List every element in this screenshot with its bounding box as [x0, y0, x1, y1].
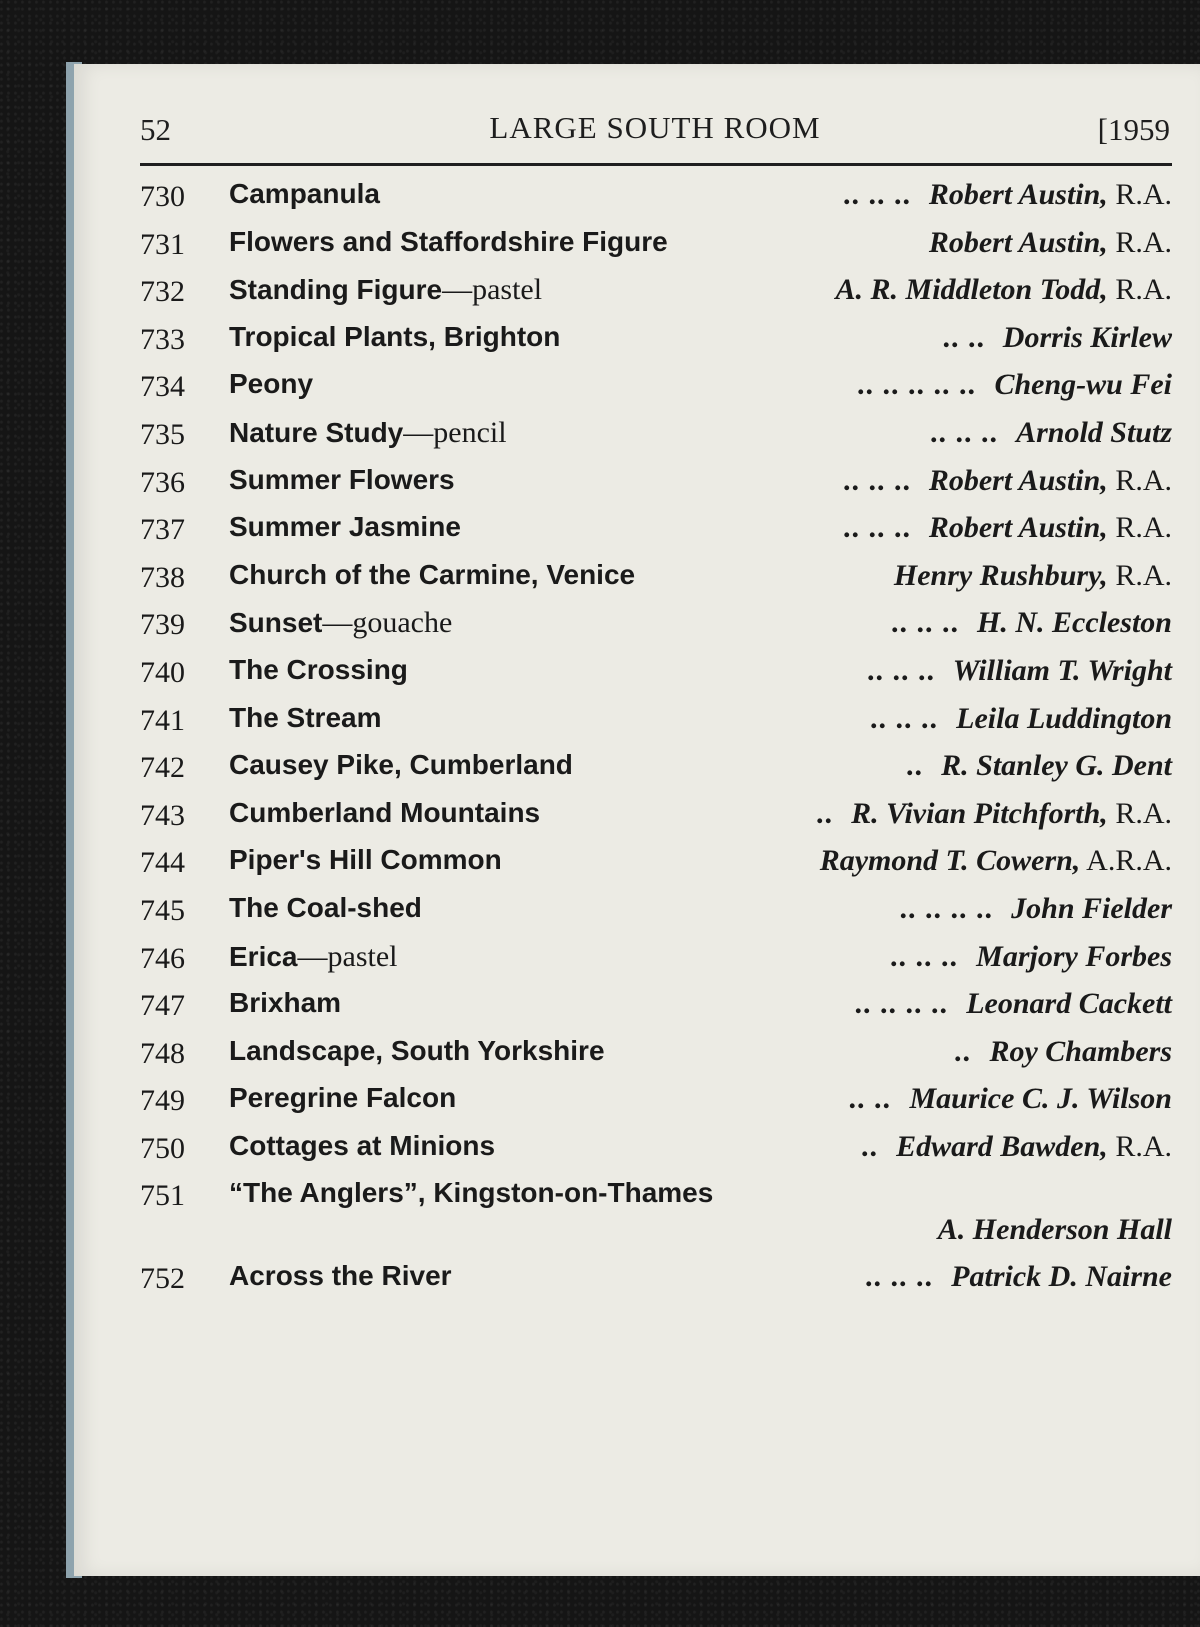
work-title: Erica—pastel	[229, 939, 398, 973]
artist-name: Robert Austin,	[928, 225, 1108, 259]
artist-name: Dorris Kirlew	[1002, 320, 1172, 354]
artist	[909, 1082, 1172, 1116]
work-title: Cumberland Mountains	[229, 796, 541, 828]
dot-leaders: .. .. ..	[867, 653, 935, 687]
artist	[976, 940, 1172, 974]
work-title: Causey Pike, Cumberland	[229, 749, 573, 781]
dot-leaders: .. .. ..	[930, 415, 998, 449]
artist-name: Raymond T. Cowern,	[819, 844, 1081, 878]
artist	[989, 1035, 1172, 1069]
dot-leaders: .. .. ..	[890, 939, 958, 973]
catalogue-entry	[140, 981, 1172, 1029]
artist-honour: R.A.	[1107, 511, 1172, 545]
work-title: Summer Jasmine	[229, 511, 461, 543]
artist	[929, 178, 1172, 212]
work-medium: —pastel	[442, 273, 543, 307]
artist	[953, 654, 1172, 688]
catalogue-number: 732	[140, 275, 185, 309]
catalogue-entries	[140, 172, 1172, 1302]
year: [1959	[1097, 112, 1170, 147]
catalogue-number: 731	[140, 227, 185, 261]
catalogue-entry	[140, 1254, 1172, 1302]
catalogue-entry	[140, 696, 1172, 744]
dot-leaders: .. ..	[848, 1082, 891, 1116]
catalogue-entry	[140, 1076, 1172, 1124]
catalogue-number: 749	[140, 1084, 185, 1118]
work-title: “The Anglers”, Kingston-on-Thames	[229, 1177, 714, 1209]
catalogue-entry	[140, 838, 1172, 886]
catalogue-entry	[140, 934, 1172, 982]
work-title: Campanula	[229, 178, 380, 209]
dot-leaders: ..	[954, 1034, 971, 1068]
catalogue-entry	[140, 267, 1172, 315]
artist-honour: R.A.	[1107, 463, 1172, 497]
work-title: Standing Figure—pastel	[229, 273, 543, 307]
catalogue-number: 741	[140, 703, 185, 737]
artist-name: Robert Austin,	[928, 511, 1108, 545]
dot-leaders: .. .. ..	[843, 463, 911, 497]
artist-name: Arnold Stutz	[1016, 415, 1172, 449]
work-title: Nature Study—pencil	[229, 415, 507, 449]
catalogue-entry	[140, 458, 1172, 506]
artist-name: Maurice C. J. Wilson	[909, 1082, 1172, 1116]
catalogue-entry	[140, 886, 1172, 934]
artist	[929, 464, 1172, 498]
artist-name: John Fielder	[1011, 891, 1172, 925]
artist	[1016, 416, 1172, 450]
work-title: Flowers and Staffordshire Figure	[229, 225, 668, 257]
work-title: Peregrine Falcon	[229, 1082, 457, 1114]
artist-name: Robert Austin,	[928, 178, 1108, 211]
artist-name: Edward Bawden,	[896, 1129, 1108, 1163]
work-title: Peony	[229, 368, 314, 400]
dot-leaders: .. .. ..	[843, 511, 911, 545]
work-title: Cottages at Minions	[229, 1129, 496, 1161]
catalogue-entry	[140, 505, 1172, 553]
catalogue-number: 736	[140, 465, 185, 499]
catalogue-number: 746	[140, 941, 185, 975]
artist-name: H. N. Eccleston	[977, 606, 1172, 640]
work-title: Summer Flowers	[229, 463, 455, 495]
catalogue-number: 737	[140, 513, 185, 547]
artist	[836, 273, 1172, 307]
work-medium: —pencil	[403, 415, 507, 449]
work-title: Landscape, South Yorkshire	[229, 1034, 605, 1066]
catalogue-entry	[140, 315, 1172, 363]
artist-name: Cheng-wu Fei	[994, 368, 1172, 402]
catalogue-number: 742	[140, 751, 185, 785]
work-title: Across the River	[229, 1260, 452, 1292]
artist-honour: R.A.	[1107, 273, 1172, 307]
artist-name: R. Vivian Pitchforth,	[851, 796, 1108, 830]
catalogue-number: 744	[140, 846, 185, 880]
work-title: Piper's Hill Common	[229, 844, 502, 876]
work-title: Brixham	[229, 987, 342, 1019]
work-title: The Crossing	[229, 653, 408, 685]
artist-honour: R.A.	[1107, 796, 1172, 830]
dot-leaders: .. ..	[942, 320, 985, 354]
work-title: Tropical Plants, Brighton	[229, 320, 561, 352]
catalogue-number: 750	[140, 1131, 185, 1165]
artist-name: R. Stanley G. Dent	[941, 749, 1172, 783]
page-header	[140, 112, 1170, 152]
catalogue-entry	[140, 1029, 1172, 1077]
catalogue-number: 743	[140, 798, 185, 832]
catalogue-number: 751	[140, 1179, 185, 1213]
artist-name: A. Henderson Hall	[937, 1213, 1172, 1247]
artist-name: Roy Chambers	[989, 1034, 1172, 1068]
artist	[938, 1213, 1172, 1247]
artist-honour: R.A.	[1107, 178, 1172, 211]
work-medium: —gouache	[322, 606, 453, 640]
artist-name: Leila Luddington	[956, 701, 1172, 735]
artist	[820, 844, 1172, 878]
catalogue-number: 739	[140, 608, 185, 642]
header-rule	[140, 163, 1172, 166]
artist	[1003, 321, 1172, 355]
artist-name: Marjory Forbes	[976, 939, 1172, 973]
dot-leaders: .. .. .. ..	[899, 891, 993, 925]
artist-honour: R.A.	[1107, 1129, 1172, 1163]
dot-leaders: .. .. ..	[865, 1260, 933, 1294]
catalogue-number: 752	[140, 1262, 185, 1296]
catalogue-number: 738	[140, 560, 185, 594]
artist	[896, 1130, 1172, 1164]
artist	[894, 559, 1172, 593]
work-medium: —pastel	[297, 939, 398, 973]
artist-honour: R.A.	[1107, 225, 1172, 259]
artist-name: Robert Austin,	[928, 463, 1108, 497]
catalogue-entry	[140, 648, 1172, 696]
catalogue-number: 730	[140, 180, 185, 213]
dot-leaders: ..	[816, 796, 833, 830]
catalogue-entry	[140, 220, 1172, 268]
artist	[966, 987, 1172, 1021]
dot-leaders: .. .. ..	[891, 606, 959, 640]
dot-leaders: ..	[906, 749, 923, 783]
catalogue-entry	[140, 791, 1172, 839]
page-number: 52	[140, 112, 171, 147]
catalogue-number: 745	[140, 893, 185, 927]
catalogue-entry	[140, 410, 1172, 458]
artist-honour: A.R.A.	[1080, 844, 1172, 878]
artist-name: Patrick D. Nairne	[951, 1260, 1172, 1294]
dot-leaders: .. .. ..	[870, 701, 938, 735]
room-title: LARGE SOUTH ROOM	[489, 110, 821, 145]
dot-leaders: ..	[861, 1129, 878, 1163]
catalogue-entry	[140, 172, 1172, 220]
catalogue-number: 747	[140, 989, 185, 1023]
catalogue-entry	[140, 553, 1172, 601]
artist-name: William T. Wright	[952, 653, 1172, 687]
dot-leaders: .. .. .. ..	[854, 987, 948, 1021]
artist-name: Leonard Cackett	[966, 987, 1172, 1021]
artist	[956, 702, 1172, 736]
artist	[994, 368, 1172, 402]
catalogue-number: 735	[140, 417, 185, 451]
artist	[929, 226, 1172, 260]
work-title: Sunset—gouache	[229, 606, 453, 640]
catalogue-number: 740	[140, 655, 185, 689]
artist	[851, 797, 1172, 831]
dot-leaders: .. .. ..	[843, 178, 911, 211]
artist-name: A. R. Middleton Todd,	[835, 273, 1108, 307]
work-title: The Stream	[229, 701, 382, 733]
catalogue-number: 748	[140, 1036, 185, 1070]
catalogue-entry	[140, 1124, 1172, 1172]
artist	[951, 1260, 1172, 1294]
dot-leaders: .. .. .. .. ..	[857, 368, 976, 402]
catalogue-entry	[140, 362, 1172, 410]
artist-honour: R.A.	[1107, 558, 1172, 592]
artist	[977, 606, 1172, 640]
catalogue-entry	[140, 600, 1172, 648]
catalogue-number: 734	[140, 370, 185, 404]
catalogue-entry	[140, 1171, 1172, 1254]
catalogue-number: 733	[140, 322, 185, 356]
work-title: Church of the Carmine, Venice	[229, 558, 636, 590]
work-title: The Coal-shed	[229, 891, 422, 923]
artist-name: Henry Rushbury,	[893, 558, 1108, 592]
catalogue-entry	[140, 743, 1172, 791]
artist	[941, 749, 1172, 783]
artist	[929, 511, 1172, 545]
artist	[1011, 892, 1172, 926]
